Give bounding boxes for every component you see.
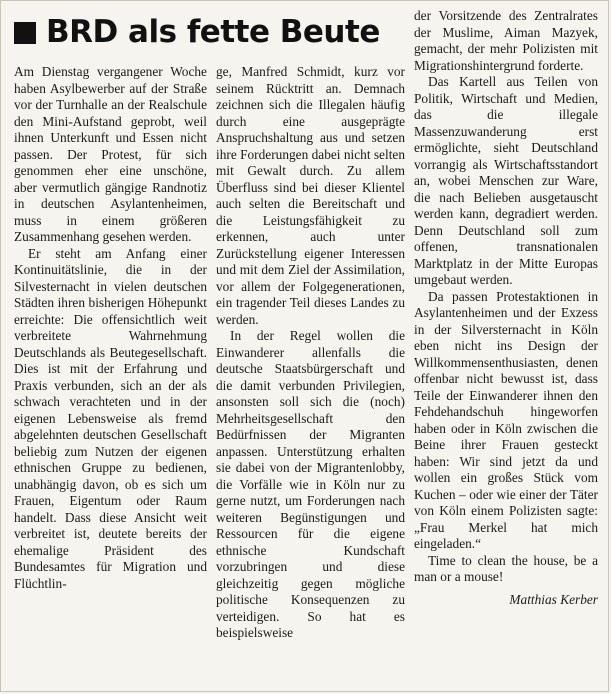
closing-paragraph: Time to clean the house, be a man or a mouse! (414, 552, 598, 584)
headline: BRD als fette Beute (46, 14, 380, 50)
paragraph: Am Dienstag vergangener Woche haben Asylbewerber auf der Straße vor der Turnhalle an der Realschule den Mini-Aufstand geprobt, weil ihnen Unterkunft und Essen nicht passen. Der Protest, für sich genommen eher eine unschöne, aber vermutlich gängige Randnotiz in deutschen Asylantenheimen, muss in einem größeren Zusammenhang gesehen werden. (14, 64, 207, 244)
article-column-1 (14, 64, 207, 592)
paragraph: der Vorsitzende des Zentralrates der Muslime, Aiman Mazyek, gemacht, der mehr Polizisten mit Migrationshintergrund forderte. (414, 8, 598, 73)
paragraph: Er steht am Anfang einer Kontinuitätslinie, die in der Silvesternacht in vielen deutschen Städten ihren bisherigen Höhepunkt erreichte: Die offensichtlich weit verbreitete Wahrnehmung Deutschlands als Beutegesellschaft. Dies ist mit der Erfahrung und Praxis verbunden, sich an der als schwach verachteten und in der eigenen Lebensweise als fremd abgelehnten deutschen Gesellschaft beliebig zum Nutzen der eigenen ethnischen Gruppe zu bedienen, unabhängig davon, ob es sich um Frauen, Eigentum oder Raum handelt. Dass diese Ansicht weit verbreitet ist, deutete bereits der ehemalige Präsident des Bundesamtes für Migration und Flüchtlin- (14, 245, 207, 591)
paragraph: ge, Manfred Schmidt, kurz vor seinem Rücktritt an. Demnach zeichnen sich die Illegalen häufig durch eine ausgeprägte Anspruchshaltung aus und setzen ihre Forderungen dabei nicht selten mit Gewalt durch. Zu allem Überfluss sind bei dieser Klientel auch selten die Bereitschaft und die Leistungsfähigkeit zu erkennen, auch unter Zurückstellung eigener Interessen und mit dem Ziel der Assimilation, vor allem der Folgegenerationen, ein tragender Teil dieses Landes zu werden. (216, 64, 405, 327)
headline-square-icon (14, 22, 36, 44)
paragraph: Das Kartell aus Teilen von Politik, Wirtschaft und Medien, das die illegale Massenzuwanderung erst ermöglichte, sieht Deutschland vorrangig als Wirtschaftsstandort an, wobei Menschen zur Ware, die nach Belieben ausgetauscht werden kann, degradiert werden. Denn Deutschland soll zum offenen, transnationalen Marktplatz in der Mitte Europas umgebaut werden. (414, 74, 598, 287)
headline-block (14, 8, 380, 56)
article-column-2 (216, 64, 405, 642)
paragraph: Da passen Protestaktionen in Asylantenheimen und der Exzess in der Silversternacht in Köln eben nicht ins Design der Willkommensenthusiasten, denen offenbar nicht bewusst ist, dass Teile der Einwanderer ihnen den Fehdehandschuh hingeworfen haben oder in Köln zwischen die Beine ihrer Frauen gesteckt haben: Wir sind jetzt da und wollen ein großes Stück vom Kuchen – oder wie einer der Täter von Köln einem Polizisten sagte: „Frau Merkel hat mich eingeladen.“ (414, 288, 598, 551)
author-byline: Matthias Kerber (509, 591, 598, 607)
paragraph: In der Regel wollen die Einwanderer allenfalls die deutsche Staatsbürgerschaft und die damit verbunden Privilegien, ansonsten soll sich die (noch) Mehrheitsgesellschaft den Bedürfnissen der Migranten anpassen. Unterstützung erhalten sie dabei von der Migrantenlobby, die Vorfälle wie in Köln nur zu gerne nutzt, um Forderungen nach weiteren Begünstigungen und Ressourcen für die eigene ethnische Kundschaft vorzubringen und diese gleichzeitig gegen mögliche politische Konsequenzen zu verteidigen. So hat es beispielsweise (216, 328, 405, 640)
article-column-3 (414, 8, 598, 608)
